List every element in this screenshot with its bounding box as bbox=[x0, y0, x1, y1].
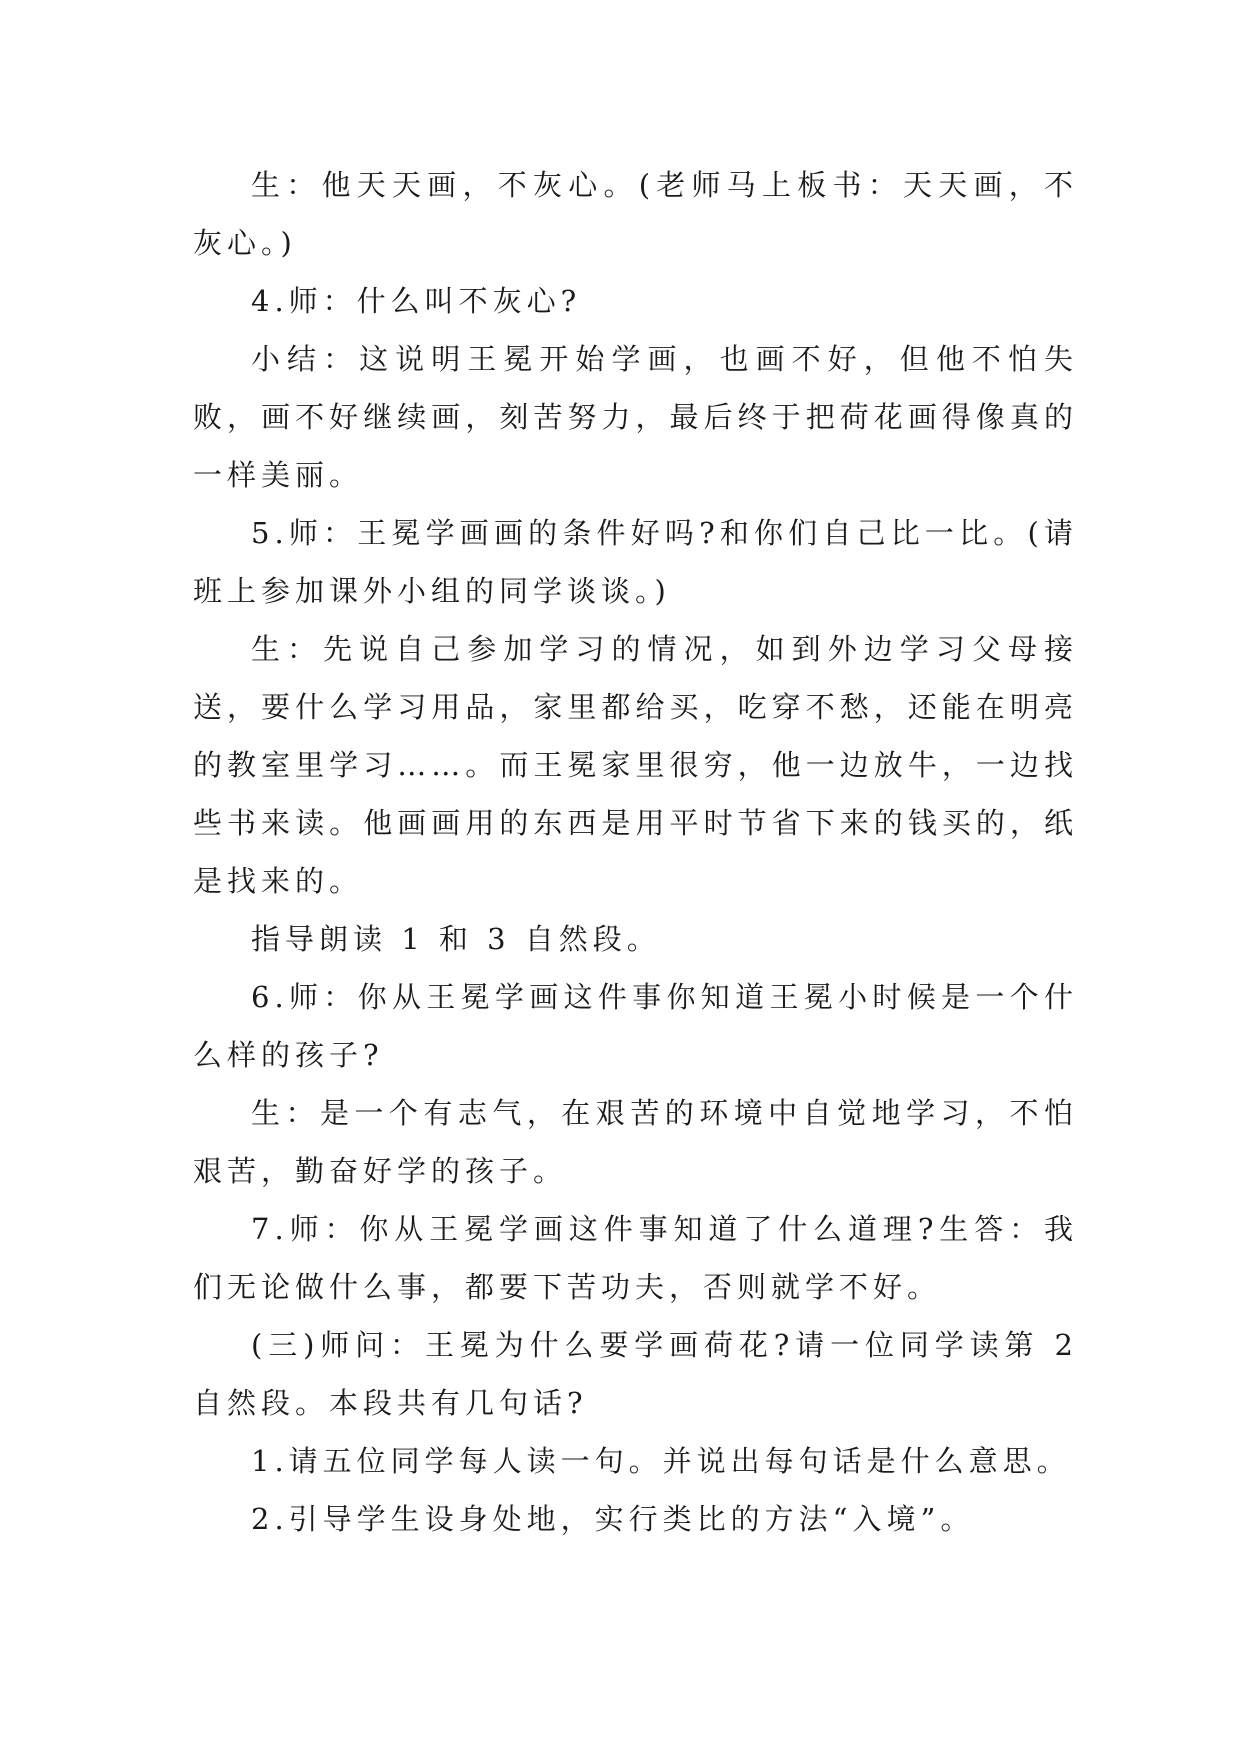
paragraph: 6.师：你从王冕学画这件事你知道王冕小时候是一个什么样的孩子? bbox=[193, 980, 1078, 1072]
paragraph: 1.请五位同学每人读一句。并说出每句话是什么意思。 bbox=[251, 1444, 1071, 1478]
paragraph: (三)师问：王冕为什么要学画荷花?请一位同学读第 2 自然段。本段共有几句话? bbox=[193, 1328, 1078, 1420]
paragraph: 7.师：你从王冕学画这件事知道了什么道理?生答：我们无论做什么事，都要下苦功夫，否则就学不好。 bbox=[193, 1212, 1078, 1304]
paragraph: 小结：这说明王冕开始学画，也画不好，但他不怕失败，画不好继续画，刻苦努力，最后终于把荷花画得像真的一样美丽。 bbox=[193, 342, 1078, 492]
paragraph: 生：先说自己参加学习的情况，如到外边学习父母接送，要什么学习用品，家里都给买，吃穿不愁，还能在明亮的教室里学习……。而王冕家里很穷，他一边放牛，一边找些书来读。他画画用的东西是用平时节省下来的钱买的，纸是找来的。 bbox=[193, 632, 1078, 898]
paragraph: 生：他天天画，不灰心。(老师马上板书：天天画，不灰心。) bbox=[193, 168, 1078, 260]
paragraph: 4.师：什么叫不灰心? bbox=[251, 284, 582, 318]
paragraph: 5.师：王冕学画画的条件好吗?和你们自己比一比。(请班上参加课外小组的同学谈谈。) bbox=[193, 516, 1078, 608]
paragraph: 指导朗读 1 和 3 自然段。 bbox=[251, 922, 661, 956]
paragraph: 2.引导学生设身处地，实行类比的方法“入境”。 bbox=[251, 1502, 975, 1536]
paragraph: 生：是一个有志气，在艰苦的环境中自觉地学习，不怕艰苦，勤奋好学的孩子。 bbox=[193, 1096, 1078, 1188]
document-body bbox=[193, 156, 1078, 1548]
